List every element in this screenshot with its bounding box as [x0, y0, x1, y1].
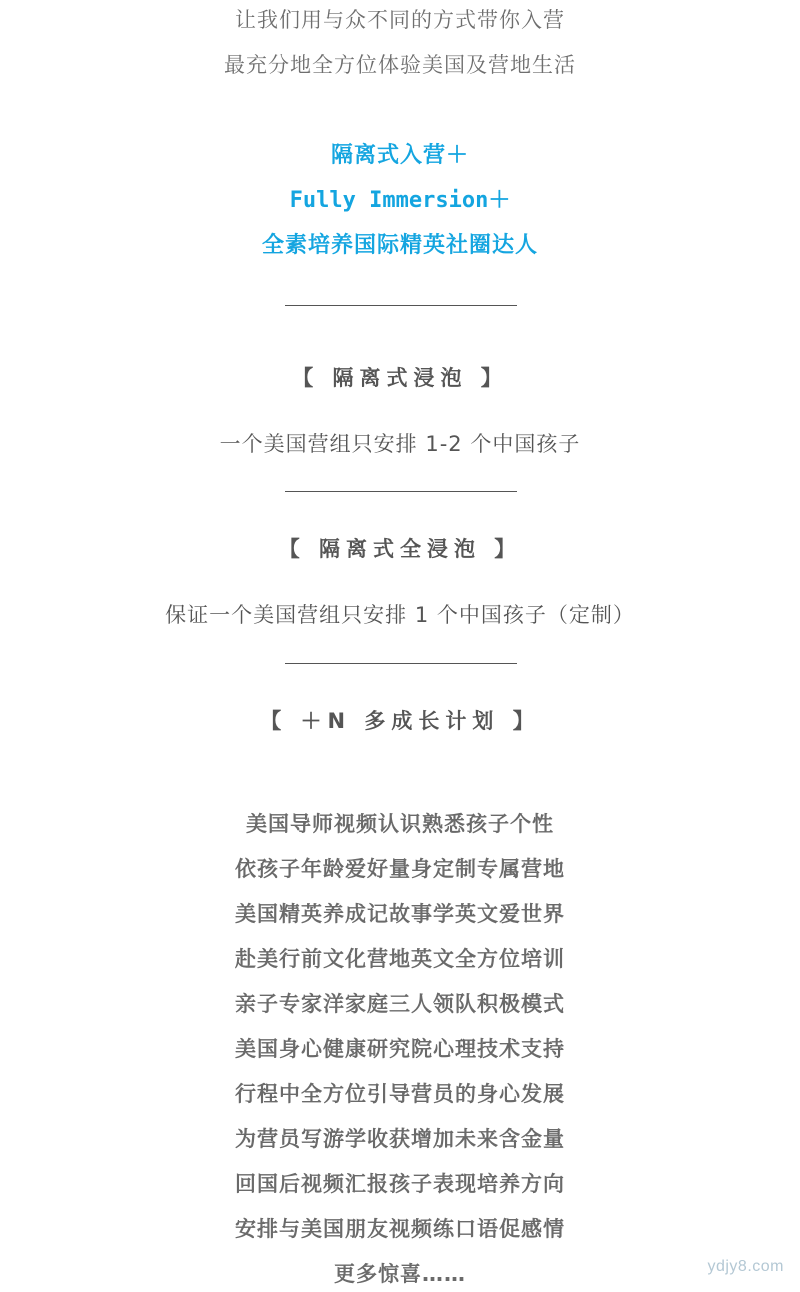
divider-1 [285, 305, 517, 306]
list-item: 亲子专家洋家庭三人领队积极模式 [235, 992, 565, 1016]
list-item: 美国身心健康研究院心理技术支持 [235, 1037, 565, 1061]
section-heading-growth-plan: 【 ＋N 多成长计划 】 [260, 709, 540, 733]
section-heading-full-immersion: 【 隔离式全浸泡 】 [278, 537, 522, 561]
highlight-line-3: 全素培养国际精英社圈达人 [261, 233, 538, 258]
section-desc-isolated-immersion: 一个美国营组只安排 1-2 个中国孩子 [219, 432, 581, 456]
divider-3 [285, 663, 517, 664]
watermark: ydjy8.com [707, 1258, 784, 1275]
intro-line-2: 最充分地全方位体验美国及营地生活 [224, 53, 576, 77]
list-item: 美国导师视频认识熟悉孩子个性 [246, 812, 554, 836]
list-item-more: 更多惊喜…… [334, 1262, 466, 1286]
highlight-line-2: Fully Immersion＋ [289, 188, 511, 213]
list-item: 依孩子年龄爱好量身定制专属营地 [235, 857, 565, 881]
list-item: 安排与美国朋友视频练口语促感情 [235, 1217, 565, 1241]
section-desc-full-immersion: 保证一个美国营组只安排 1 个中国孩子（定制） [165, 603, 635, 627]
list-item: 美国精英养成记故事学英文爱世界 [235, 902, 565, 926]
list-item: 为营员写游学收获增加未来含金量 [235, 1127, 565, 1151]
highlight-line-1: 隔离式入营＋ [330, 143, 469, 168]
intro-line-1: 让我们用与众不同的方式带你入营 [235, 8, 565, 32]
list-item: 行程中全方位引导营员的身心发展 [235, 1082, 565, 1106]
divider-2 [285, 491, 517, 492]
list-item: 赴美行前文化营地英文全方位培训 [235, 947, 565, 971]
list-item: 回国后视频汇报孩子表现培养方向 [235, 1172, 565, 1196]
section-heading-isolated-immersion: 【 隔离式浸泡 】 [292, 366, 508, 390]
